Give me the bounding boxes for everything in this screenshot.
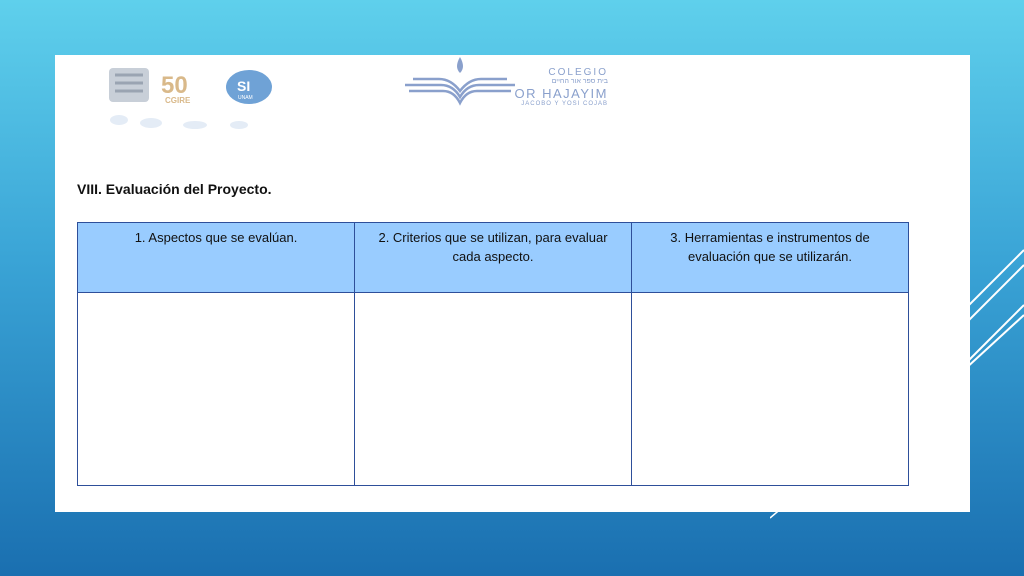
school-name: OR HAJAYIM [514, 86, 608, 101]
table-header-row [78, 223, 909, 293]
cgire-50-logo-icon [161, 72, 191, 105]
table-cell-criteria [355, 293, 632, 486]
section-title: VIII. Evaluación del Proyecto. [77, 181, 272, 197]
slide-content [55, 55, 970, 512]
table-cell-aspects [78, 293, 355, 486]
decorative-diagonal-lines [964, 240, 1024, 380]
table-cell-tools [632, 293, 909, 486]
school-hebrew-name: בית ספר אור החיים [551, 78, 608, 85]
cgire-sub-text: CGIRE [165, 96, 191, 105]
school-colegio-label: COLEGIO [548, 67, 608, 78]
si-unam-logo-icon [226, 70, 272, 104]
logo-shadow-blobs [110, 115, 248, 129]
header-tools: 3. Herramientas e instrumentos de evaluación que se utilizarán. [632, 223, 909, 293]
school-name-block [513, 67, 608, 107]
institution-logos [103, 65, 283, 135]
cgire-50-text: 50 [161, 72, 188, 99]
header-aspects: 1. Aspectos que se evalúan. [78, 223, 355, 293]
si-text: SI [237, 78, 251, 94]
unam-crest-icon [109, 68, 149, 102]
school-subtitle: JACOBO Y YOSI COJAB [521, 101, 608, 107]
si-sub-text: UNAM [238, 95, 253, 101]
evaluation-table [77, 222, 909, 486]
table-row [78, 293, 909, 486]
header-criteria: 2. Criterios que se utilizan, para evaluar cada aspecto. [355, 223, 632, 293]
